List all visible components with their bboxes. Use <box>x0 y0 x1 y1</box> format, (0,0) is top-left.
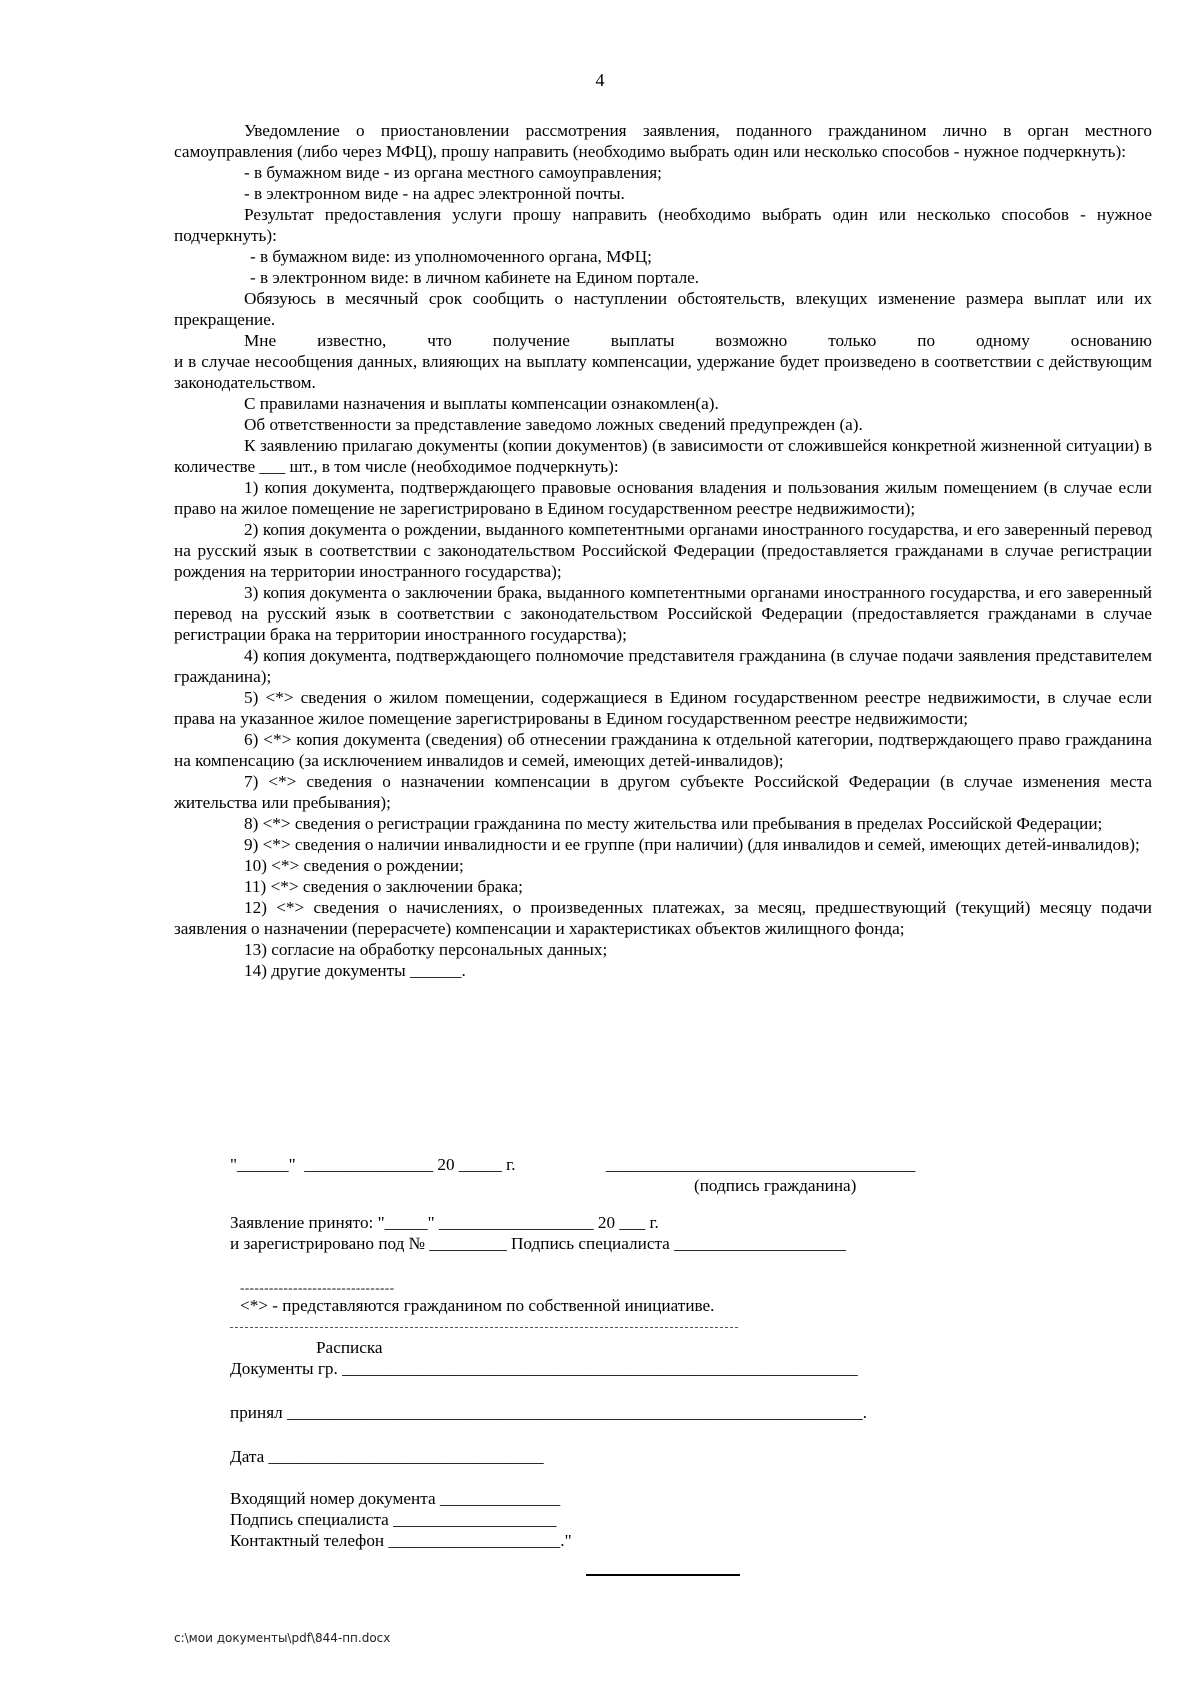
list-item: 6) <*> копия документа (сведения) об отнесении гражданина к отдельной категории, подтверждающего право гражданина на компенсацию (за исключением инвалидов и семей, имеющих детей-инвалидов); <box>174 730 1152 770</box>
list-item: 10) <*> сведения о рождении; <box>244 856 464 875</box>
option-electronic-email: - в электронном виде - на адрес электронной почты. <box>244 184 625 203</box>
citizen-signature-caption: (подпись гражданина) <box>694 1176 857 1195</box>
option-electronic-portal: - в электронном виде: в личном кабинете на Едином портале. <box>250 268 700 287</box>
list-item: 13) согласие на обработку персональных данных; <box>244 940 608 959</box>
document-body <box>174 120 1152 981</box>
date-line: "______" _______________ 20 _____ г. <box>230 1155 516 1174</box>
paragraph-attachments: К заявлению прилагаю документы (копии документов) (в зависимости от сложившейся конкретной жизненной ситуации) в количестве ___ шт., в том числе (необходимое подчеркнуть): <box>174 436 1152 476</box>
list-item: 8) <*> сведения о регистрации гражданина по месту жительства или пребывания в пределах Российской Федерации; <box>244 814 1103 833</box>
list-item: 11) <*> сведения о заключении брака; <box>244 877 523 896</box>
paragraph-rules: С правилами назначения и выплаты компенсации ознакомлен(а). <box>244 394 719 413</box>
registered-line: и зарегистрировано под № _________ Подпись специалиста ____________________ <box>230 1234 846 1253</box>
paragraph-responsibility: Об ответственности за представление заведомо ложных сведений предупрежден (а). <box>244 415 863 434</box>
receipt-phone: Контактный телефон ____________________." <box>230 1531 572 1550</box>
receipt-documents: Документы гр. ____________________________________________________________ <box>230 1359 858 1378</box>
option-paper-mfc: - в бумажном виде: из уполномоченного органа, МФЦ; <box>250 247 652 266</box>
receipt-date: Дата ________________________________ <box>230 1447 544 1466</box>
list-item: 3) копия документа о заключении брака, выданного компетентными органами иностранного государства, и его заверенный перевод на русский язык в соответствии с законодательством Российской Федерации (предоставляется гражданами в случае регистрации брака на территории иностранного государства); <box>174 583 1152 644</box>
footnote-text: <*> - представляются гражданином по собственной инициативе. <box>240 1296 715 1315</box>
list-item: 12) <*> сведения о начислениях, о произведенных платежах, за месяц, предшествующий (текущий) месяцу подачи заявления о назначении (перерасчете) компенсации и характеристиках объектов жилищного фонда; <box>174 898 1152 938</box>
footnote-rule: -------------------------------- <box>240 1280 395 1295</box>
cut-line <box>230 1327 738 1328</box>
paragraph-obligation: Обязуюсь в месячный срок сообщить о наступлении обстоятельств, влекущих изменение размера выплат или их прекращение. <box>174 289 1152 329</box>
option-paper-local: - в бумажном виде - из органа местного самоуправления; <box>244 163 662 182</box>
paragraph-known: Мне известно, что получение выплаты возможно только по одному основанию <box>244 331 1152 350</box>
list-item: 9) <*> сведения о наличии инвалидности и ее группе (при наличии) (для инвалидов и семей, имеющих детей-инвалидов); <box>244 835 1140 854</box>
paragraph-notification: Уведомление о приостановлении рассмотрения заявления, поданного гражданином лично в орган местного самоуправления (либо через МФЦ), прошу направить (необходимо выбрать один или несколько способов - нужное подчеркнуть): <box>174 121 1152 161</box>
receipt-incoming-number: Входящий номер документа ______________ <box>230 1489 561 1508</box>
paragraph-known-cont: и в случае несообщения данных, влияющих на выплату компенсации, удержание будет произведено в соответствии с действующим законодательством. <box>174 352 1152 392</box>
list-item: 2) копия документа о рождении, выданного компетентными органами иностранного государства, и его заверенный перевод на русский язык в соответствии с законодательством Российской Федерации (предоставляется гражданами в случае регистрации рождения на территории иностранного государства); <box>174 520 1152 581</box>
citizen-signature-line: ____________________________________ <box>606 1155 916 1174</box>
list-item: 5) <*> сведения о жилом помещении, содержащиеся в Едином государственном реестре недвижимости, в случае если права на указанное жилое помещение зарегистрированы в Едином государственном реестре недвижимости; <box>174 688 1152 728</box>
accepted-line: Заявление принято: "_____" __________________ 20 ___ г. <box>230 1213 659 1232</box>
end-rule <box>586 1574 740 1576</box>
paragraph-result: Результат предоставления услуги прошу направить (необходимо выбрать один или несколько способов - нужное подчеркнуть): <box>174 205 1152 245</box>
list-item: 7) <*> сведения о назначении компенсации в другом субъекте Российской Федерации (в случае изменения места жительства или пребывания); <box>174 772 1152 812</box>
receipt-title: Расписка <box>316 1338 383 1357</box>
receipt-accepted-by: принял ___________________________________________________________________. <box>230 1403 868 1422</box>
footer-file-path: c:\мои документы\pdf\844-пп.docx <box>174 1631 391 1645</box>
list-item: 1) копия документа, подтверждающего правовые основания владения и пользования жилым помещением (в случае если право на жилое помещение не зарегистрировано в Едином государственном реестре недвижимости); <box>174 478 1152 518</box>
receipt-specialist-signature: Подпись специалиста ___________________ <box>230 1510 557 1529</box>
list-item: 14) другие документы ______. <box>244 961 466 980</box>
list-item: 4) копия документа, подтверждающего полномочие представителя гражданина (в случае подачи заявления представителем гражданина); <box>174 646 1152 686</box>
page-number: 4 <box>595 70 605 90</box>
